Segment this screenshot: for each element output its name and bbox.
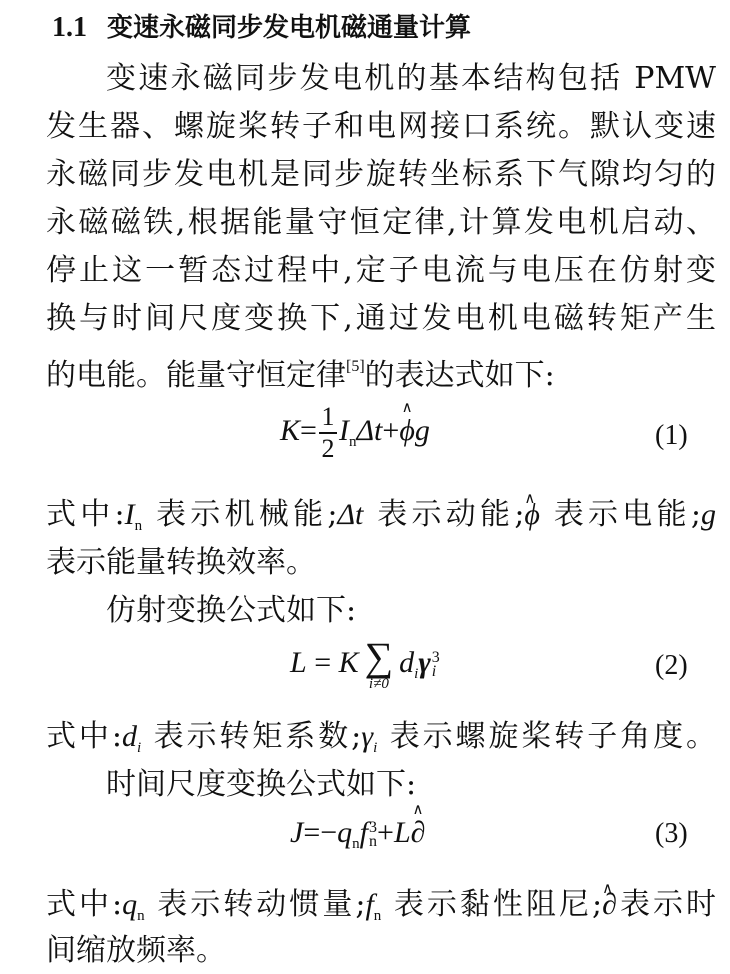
eq2-gamma-sup: 3 [431,649,440,666]
eq2-gamma: γ [418,645,431,679]
summation-limit: i≠0 [368,676,389,692]
paragraph-text: 表示螺旋桨转子角度。 [377,719,716,754]
symbol-I: I [124,498,135,531]
paragraph-line: 间缩放频率。 [46,933,226,968]
eq3-q-sub: n [352,836,360,852]
paragraph-text: 式中: [46,497,125,532]
eq2-d: d [399,645,415,679]
symbol-dt: Δt [337,498,364,531]
eq2-equals: = [314,645,332,679]
section-title: 变速永磁同步发电机磁通量计算 [107,13,472,43]
paragraph-text: 表示机械能; [142,497,338,532]
paragraph-text: 表示黏性阻尼; [381,887,603,922]
paragraph-line: 变速永磁同步发电机的基本结构包括 PMW [106,61,716,96]
sigma-icon: ∑ [364,634,394,679]
section-number: 1.1 [52,12,87,43]
symbol-phi-hat: ∧ ϕ [524,492,540,538]
paragraph-text: 式中: [46,887,123,922]
symbol-d: d [121,720,137,753]
paragraph-text: 表示动能; [363,497,525,532]
paragraph-line: 时间尺度变换公式如下: [106,767,417,802]
paragraph-text: 的电能。能量守恒定律 [46,358,346,390]
eq3-lhs: J [290,816,304,849]
eq1-g: g [414,413,430,447]
symbol-sub: n [134,518,143,534]
paragraph-line: 永磁磁铁,根据能量守恒定律,计算发电机启动、 [46,205,716,240]
equation-number-1: (1) [655,420,688,451]
paragraph-text: 表示转动惯量; [144,887,366,922]
paragraph-line: 换与时间尺度变换下,通过发电机电磁转矩产生 [46,301,716,336]
paragraph-line [46,714,716,760]
eq3-f-sub: n [369,833,378,851]
equation-1 [280,402,430,464]
equation-2 [290,634,440,692]
paragraph-text: 的表达式如下: [364,358,555,390]
paragraph-text: 表示转矩系数; [141,719,362,754]
eq1-numerator: 1 [321,402,335,431]
summation-sign [364,634,394,692]
eq1-lhs: K [280,413,301,447]
symbol-partial-hat: ∧ ∂ [602,882,617,928]
symbol-gamma: γ [361,720,374,753]
symbol-q: q [122,888,138,921]
paragraph-text: 表示时 [616,887,716,922]
eq1-equals: = [300,413,317,447]
symbol-f: f [365,888,374,921]
eq1-plus: + [382,413,400,447]
paragraph-line [46,344,716,390]
paragraph-line [46,882,716,928]
equation-3 [290,816,425,853]
eq3-f-sup: 3 [369,819,378,837]
eq1-phi-hat: ∧ ϕ [399,414,415,448]
eq3-f: f [359,816,369,849]
eq3-q: q [337,816,353,849]
eq1-dt: Δt [356,413,383,447]
equation-number-2: (2) [655,650,688,681]
symbol-g: g [700,498,716,531]
eq3-f-scripts [369,821,377,849]
equation-number-3: (3) [655,818,688,849]
section-heading [52,8,471,48]
eq3-partial-hat: ∧ ∂ [411,816,426,850]
eq1-denominator: 2 [321,434,335,463]
symbol-sub: i [136,740,142,756]
eq3-minus: − [320,816,338,849]
eq2-lhs: L [290,645,307,679]
eq2-gamma-sub: i [431,663,437,680]
paragraph-line: 发生器、螺旋桨转子和电网接口系统。默认变速 [46,109,716,144]
symbol-sub: i [373,740,378,756]
eq3-equals: = [303,816,321,849]
eq2-d-sub: i [414,665,419,682]
eq2-K: K [338,645,359,679]
paragraph-line: 仿射变换公式如下: [106,593,357,628]
eq1-I-sub: n [348,433,357,450]
eq3-plus: + [377,816,394,849]
paragraph-text: 式中: [46,719,122,754]
eq3-L: L [393,816,411,849]
paragraph-line: 永磁同步发电机是同步旋转坐标系下气隙均匀的 [46,157,716,192]
eq1-fraction [319,402,337,464]
paragraph-line [46,492,716,538]
symbol-sub: n [373,908,382,924]
eq1-I: I [338,413,349,447]
paragraph-line: 停止这一暂态过程中,定子电流与电压在仿射变 [46,253,716,288]
citation-ref: [5] [346,358,365,375]
symbol-sub: n [137,908,145,924]
paragraph-text: 表示电能; [539,497,701,532]
eq2-gamma-scripts [432,651,440,679]
paragraph-line: 表示能量转换效率。 [46,545,316,580]
